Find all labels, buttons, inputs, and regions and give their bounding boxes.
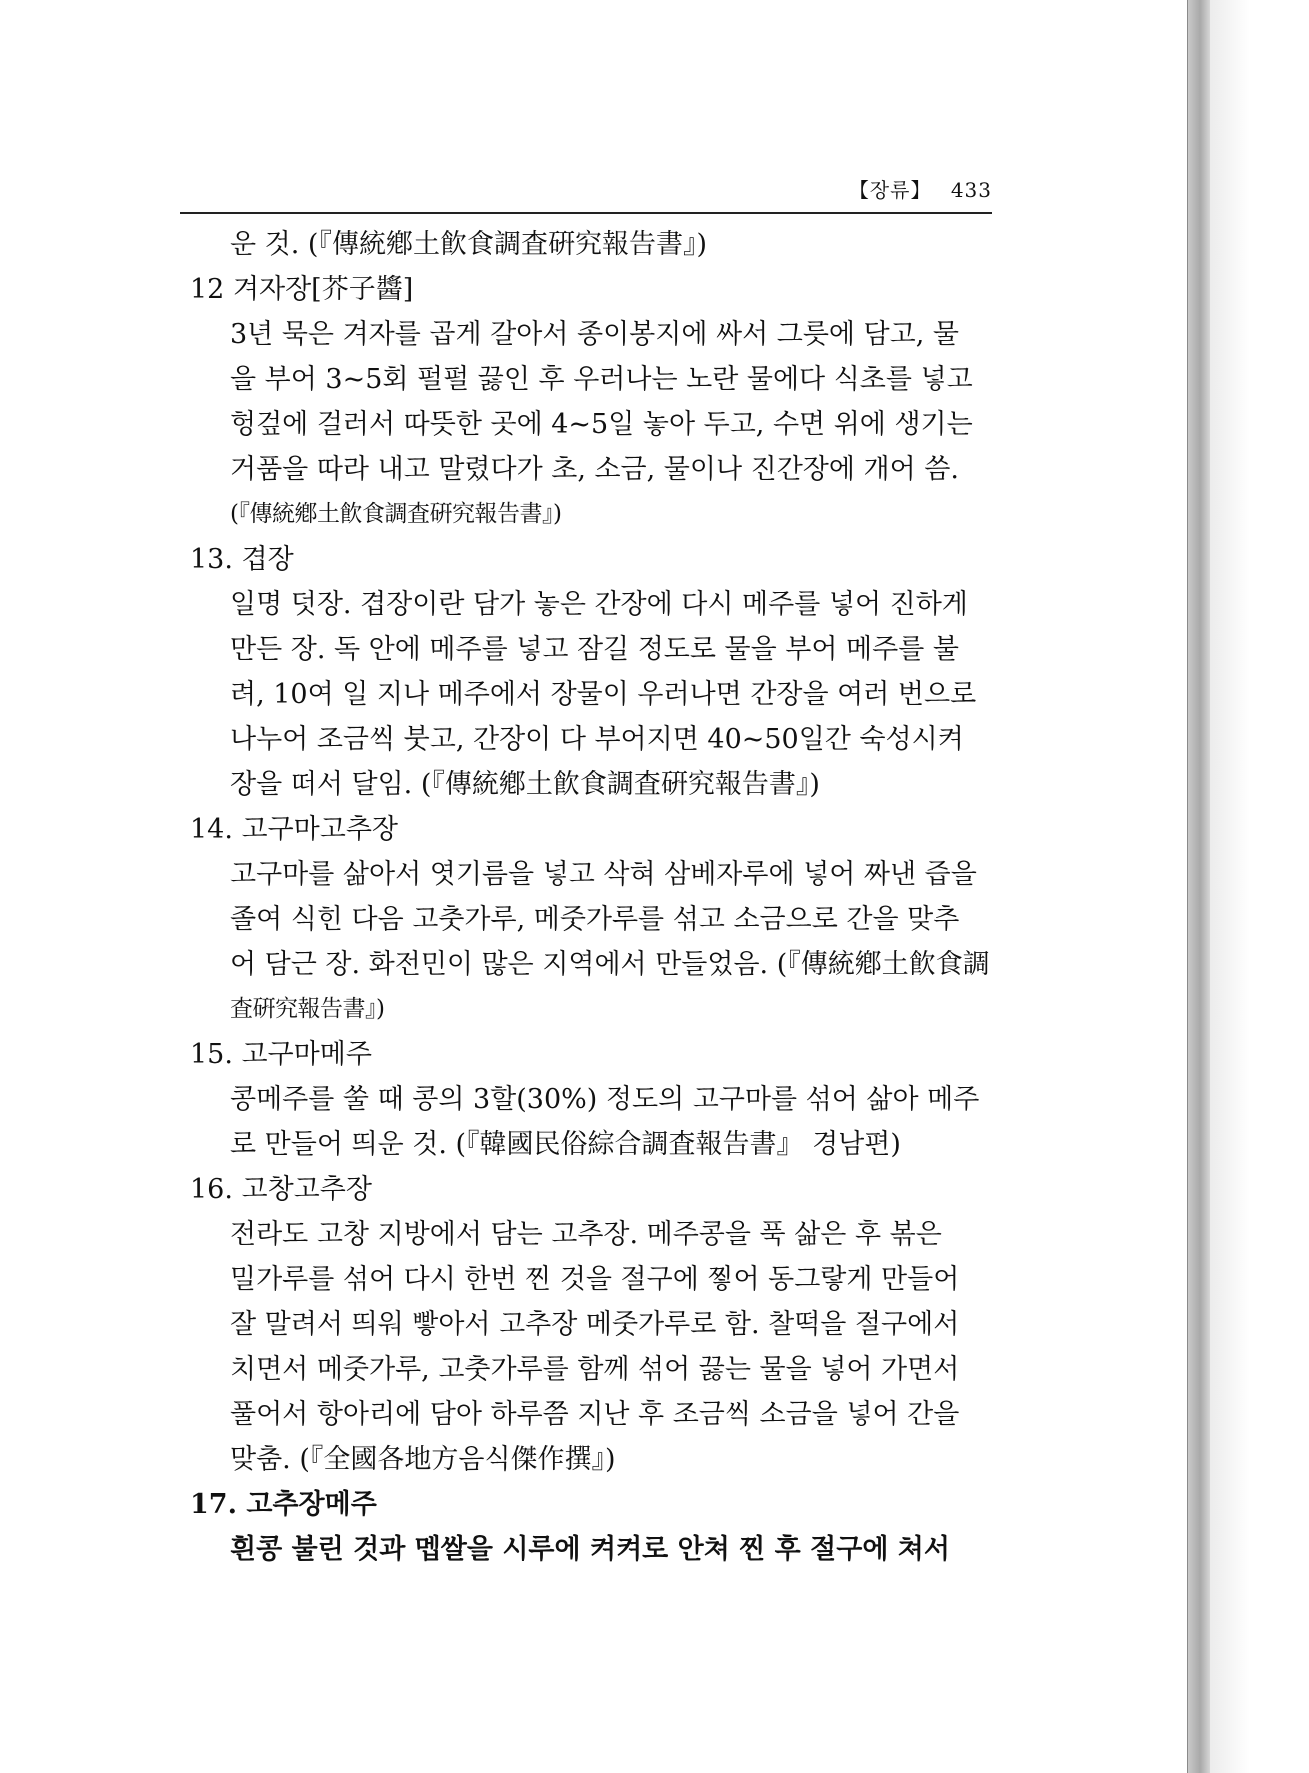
body-text-line: 풀어서 항아리에 담아 하루쯤 지난 후 조금씩 소금을 넣어 간을 [230,1399,960,1430]
entry-heading: 15. 고구마메주 [190,1039,372,1070]
body-text-line: 일명 덧장. 겹장이란 담가 놓은 간장에 다시 메주를 넣어 진하게 [230,589,968,620]
body-text-line: 운 것. (『傳統鄕土飮食調査硏究報告書』) [230,229,707,260]
body-text-line: 밀가루를 섞어 다시 한번 찐 것을 절구에 찧어 동그랗게 만들어 [230,1264,960,1295]
body-text-line: 치면서 메줏가루, 고춧가루를 함께 섞어 끓는 물을 넣어 가면서 [230,1354,960,1385]
running-head [180,160,992,214]
body-text-line: 로 만들어 띄운 것. (『韓國民俗綜合調査報告書』 경남편) [230,1129,901,1160]
page-number: 433 [950,178,992,202]
body-text-line: 흰콩 불린 것과 멥쌀을 시루에 켜켜로 안쳐 찐 후 절구에 쳐서 [230,1534,950,1565]
entry-heading: 12 겨자장[芥子醬] [190,274,414,305]
entry-heading: 17. 고추장메주 [190,1489,377,1520]
body-text-line: 나누어 조금씩 붓고, 간장이 다 부어지면 40~50일간 숙성시켜 [230,724,964,755]
source-citation: (『傳統鄕土飮食調査硏究報告書』) [230,501,562,527]
running-head-text [849,174,992,203]
body-text-line: 졸여 식힌 다음 고춧가루, 메줏가루를 섞고 소금으로 간을 맞추 [230,904,960,935]
body-text-line: 장을 떠서 달임. (『傳統鄕土飮食調査硏究報告書』) [230,769,820,800]
entry-heading: 14. 고구마고추장 [190,814,399,845]
body-text-line: 고구마를 삶아서 엿기름을 넣고 삭혀 삼베자루에 넣어 짜낸 즙을 [230,859,977,890]
page-body [180,222,992,1572]
body-text-line: 전라도 고창 지방에서 담는 고추장. 메주콩을 푹 삶은 후 볶은 [230,1219,942,1250]
page-stack-edge [1188,0,1210,1773]
page-shadow [1210,0,1250,1773]
body-text-line: 을 부어 3~5회 펄펄 끓인 후 우러나는 노란 물에다 식초를 넣고 [230,364,973,395]
body-text-line: 잘 말려서 띄워 빻아서 고추장 메줏가루로 함. 찰떡을 절구에서 [230,1309,960,1340]
body-text-line: 려, 10여 일 지나 메주에서 장물이 우러나면 간장을 여러 번으로 [230,679,977,710]
body-text-line: 어 담근 장. 화전민이 많은 지역에서 만들었음. (『傳統鄕土飮食調 [230,949,990,980]
body-text-line: 맞춤. (『全國各地方음식傑作撰』) [230,1444,616,1475]
entry-heading: 13. 겹장 [190,544,294,575]
entry-heading: 16. 고창고추장 [190,1174,372,1205]
body-text-line: 만든 장. 독 안에 메주를 넣고 잠길 정도로 물을 부어 메주를 불 [230,634,959,665]
body-text-line: 콩메주를 쑬 때 콩의 3할(30%) 정도의 고구마를 섞어 삶아 메주 [230,1084,980,1115]
body-text-line: 거품을 따라 내고 말렸다가 초, 소금, 물이나 진간장에 개어 씀. [230,454,959,485]
source-citation: 査硏究報告書』) [230,996,385,1022]
body-text-line: 3년 묵은 겨자를 곱게 갈아서 종이봉지에 싸서 그릇에 담고, 물 [230,319,959,350]
section-title: 【장류】 [848,178,932,202]
body-text-line: 헝겊에 걸러서 따뜻한 곳에 4~5일 놓아 두고, 수면 위에 생기는 [230,409,973,440]
